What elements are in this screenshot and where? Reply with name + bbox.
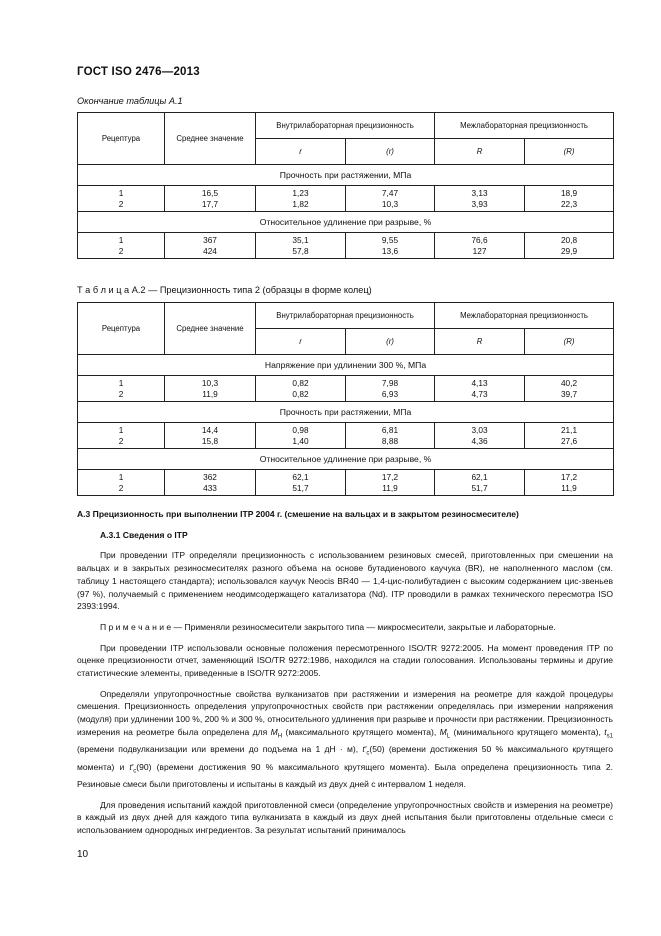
cell: 433 xyxy=(203,482,217,493)
cell: 17,2 xyxy=(381,471,399,482)
cell: 35,1 xyxy=(292,234,309,245)
table-a2 xyxy=(77,302,614,496)
cell: 20,8 xyxy=(560,234,578,245)
cell: 2 xyxy=(118,388,124,399)
cell: 362 xyxy=(203,471,217,482)
table-a1-end xyxy=(77,112,614,259)
col-header-R-rel: (R) xyxy=(525,139,614,165)
section-title: Относительное удлинение при разрыве, % xyxy=(78,212,614,233)
cell: 39,7 xyxy=(560,388,578,399)
cell: 11,9 xyxy=(382,482,398,493)
section-title: Прочность при растяжении, МПа xyxy=(78,165,614,186)
cell: 13,6 xyxy=(381,245,399,256)
cell: 51,7 xyxy=(292,482,309,493)
caption-text: А.2 — Прецизионность типа 2 (образцы в форме колец) xyxy=(131,285,372,295)
cell: 51,7 xyxy=(471,482,488,493)
paragraph: При проведении ITP использовали основные положения пересмотренного ISO/TR 9272:2005. На момент проведения ITP по оценке прецизионности отчет, заменяющий ISO/TR 9272:1986, находился на стадии голосования. Использованы термины и другие статистические элементы, приведенные в ISO/TR 9272:2005. xyxy=(77,642,613,679)
cell: 4,73 xyxy=(471,388,488,399)
cell: 62,1 xyxy=(471,471,488,482)
cell: 40,2 xyxy=(560,377,578,388)
caption-label: Т а б л и ц а xyxy=(77,285,130,295)
col-header-R: R xyxy=(435,329,525,355)
cell: 10,3 xyxy=(381,198,399,209)
cell: 7,98 xyxy=(381,377,399,388)
cell: 2 xyxy=(118,482,124,493)
table1-caption: Окончание таблицы А.1 xyxy=(77,96,183,106)
cell: 17,2 xyxy=(560,471,578,482)
table-row-group xyxy=(78,376,614,402)
col-header-r: r xyxy=(256,329,346,355)
cell: 1 xyxy=(118,187,124,198)
cell: 2 xyxy=(118,435,124,446)
table-row-group xyxy=(78,423,614,449)
cell: 27,6 xyxy=(560,435,578,446)
cell: 7,47 xyxy=(381,187,399,198)
col-header-r: r xyxy=(256,139,346,165)
col-header-r-rel: (r) xyxy=(346,329,435,355)
cell: 21,1 xyxy=(560,424,578,435)
cell: 15,8 xyxy=(201,435,219,446)
cell: 11,9 xyxy=(561,482,577,493)
col-header-inter: Межлабораторная прецизионность xyxy=(435,303,614,329)
col-header-inter: Межлабораторная прецизионность xyxy=(435,113,614,139)
cell: 0,98 xyxy=(292,424,309,435)
col-header-r-rel: (r) xyxy=(346,139,435,165)
cell: 6,93 xyxy=(381,388,399,399)
cell: 1 xyxy=(118,234,124,245)
cell: 1 xyxy=(118,471,124,482)
cell: 76,6 xyxy=(471,234,488,245)
cell: 62,1 xyxy=(292,471,309,482)
note-label: П р и м е ч а н и е xyxy=(100,621,172,632)
section-title: Относительное удлинение при разрыве, % xyxy=(78,449,614,470)
section-heading-a3: А.3 Прецизионность при выполнении ITP 2004 г. (смешение на вальцах и в закрытом резиносмесителе) xyxy=(77,509,519,519)
cell: 18,9 xyxy=(560,187,578,198)
col-header-recipe: Рецептура xyxy=(78,303,165,355)
body-text xyxy=(77,508,613,837)
cell: 3,13 xyxy=(471,187,488,198)
section-title: Прочность при растяжении, МПа xyxy=(78,402,614,423)
cell: 2 xyxy=(118,198,124,209)
cell: 16,5 xyxy=(201,187,219,198)
page-number: 10 xyxy=(77,849,89,860)
paragraph: При проведении ITP определяли прецизионность с использованием резиновых смесей, приготовленных при смешении на вальцах и в закрытых резиносмесителях разного объема на основе бутадиенового каучука (BR), не наполненного маслом (см. таблицу 1 настоящего стандарта); использовался каучук Neocis BR40 — 1,4-цис-полибутадиен с высоким содержанием цис-звеньев (97 %), получаемый с применением неодимсодержащего катализатора (Nd). ITP проводили в рамках технического пересмотра ISO 2393:1994. xyxy=(77,550,613,612)
table-row-group xyxy=(78,470,614,496)
cell: 2 xyxy=(118,245,124,256)
cell: 3,03 xyxy=(471,424,488,435)
cell: 57,8 xyxy=(292,245,309,256)
cell: 1,82 xyxy=(292,198,309,209)
cell: 3,93 xyxy=(471,198,488,209)
cell: 0,82 xyxy=(292,388,309,399)
cell: 11,9 xyxy=(202,388,218,399)
cell: 424 xyxy=(203,245,217,256)
note xyxy=(77,621,613,634)
cell: 127 xyxy=(472,245,487,256)
cell: 8,88 xyxy=(381,435,399,446)
cell: 1,40 xyxy=(292,435,309,446)
col-header-R-rel: (R) xyxy=(525,329,614,355)
table-row-group xyxy=(78,233,614,259)
note-text: — Применяли резиносмесители закрытого типа — микросмесители, закрытые и лабораторные. xyxy=(171,621,556,632)
cell: 4,13 xyxy=(471,377,488,388)
col-header-mean: Среднее значение xyxy=(165,113,256,165)
cell: 1 xyxy=(118,377,124,388)
cell: 9,55 xyxy=(381,234,399,245)
col-header-intra: Внутрилабораторная прецизионность xyxy=(256,303,435,329)
cell: 4,36 xyxy=(471,435,488,446)
paragraph: Для проведения испытаний каждой приготовленной смеси (определение упругопрочностных свойств и измерения на реометре) в каждый из двух дней для каждого типа вулканизата в каждый из двух дней испытания были приготовлены отдельные смеси с использованием однородных ингредиентов. За результат испытаний принималось xyxy=(77,799,613,836)
table-row-group xyxy=(78,186,614,212)
cell: 367 xyxy=(203,234,217,245)
cell: 17,7 xyxy=(201,198,219,209)
col-header-R: R xyxy=(435,139,525,165)
cell: 10,3 xyxy=(201,377,219,388)
document-header: ГОСТ ISO 2476—2013 xyxy=(77,66,200,78)
table2-caption xyxy=(77,285,372,295)
section-heading-a31: А.3.1 Сведения о ITP xyxy=(100,529,188,540)
cell: 0,82 xyxy=(292,377,309,388)
section-title: Напряжение при удлинении 300 %, МПа xyxy=(78,355,614,376)
col-header-intra: Внутрилабораторная прецизионность xyxy=(256,113,435,139)
col-header-mean: Среднее значение xyxy=(165,303,256,355)
cell: 1 xyxy=(118,424,124,435)
cell: 29,9 xyxy=(560,245,578,256)
paragraph: Определяли упругопрочностные свойства вулканизатов при растяжении и измерения на реометре для каждой процедуры смешения. Прецизионность определения упругопрочностных свойств при растяжении определялась при измерении напряжения (модуля) при удлинении 100 %, 200 % и 300 %, относительного удлинения при разрыве и прочности при растяжении. Прецизионность измерения на реометре была определена для $M_H$ (максимального крутящего момента), $M_L$ (минимального крутящего момента), $t_{s1}$ (времени подвулканизации или времени до подъема на 1 дН · м), $t'_c(50)$ (времени достижения 50 % максимального крутящего момента) и $t'_c(90)$ (времени достижения 90 % максимального крутящего момента). Была определена прецизионность типа 2. Резиновые смеси были приготовлены и испытаны в каждый из двух дней с интервалом 1 неделя. xyxy=(77,688,613,790)
cell: 1,23 xyxy=(292,187,309,198)
cell: 14,4 xyxy=(201,424,219,435)
cell: 6,81 xyxy=(381,424,399,435)
cell: 22,3 xyxy=(560,198,578,209)
col-header-recipe: Рецептура xyxy=(78,113,165,165)
